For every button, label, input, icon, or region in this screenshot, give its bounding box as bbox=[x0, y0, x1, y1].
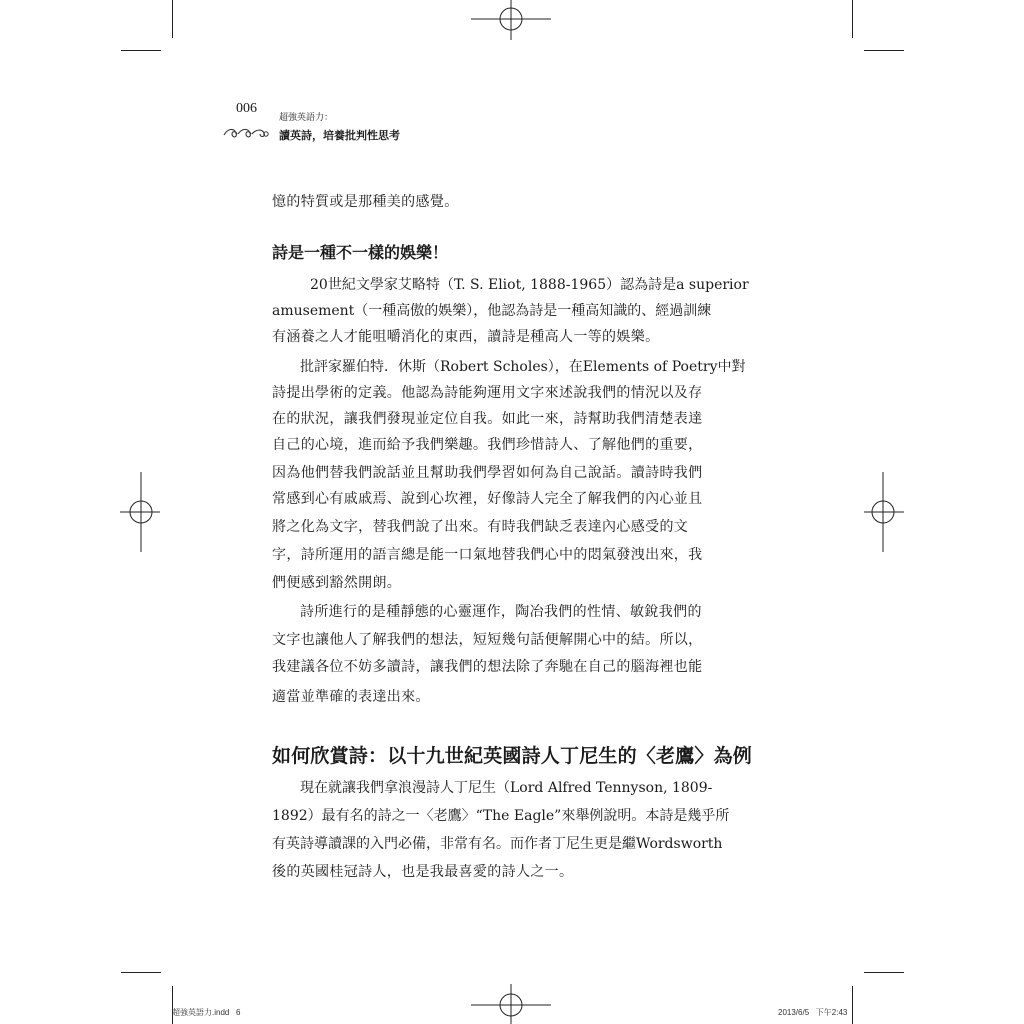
book-title: 超強英語力： bbox=[279, 113, 334, 123]
crop-mark-bl-h bbox=[121, 972, 161, 973]
registration-crosshair-icon bbox=[471, 0, 551, 40]
paragraph-line: 適當並準確的表達出來。 bbox=[272, 689, 430, 705]
paragraph-line: 有英詩導讀課的入門必備，非常有名。而作者丁尼生更是繼Wordsworth bbox=[272, 836, 723, 852]
paragraph-line: amusement（一種高傲的娛樂），他認為詩是一種高知識的、經過訓練 bbox=[272, 303, 712, 319]
registration-crosshair-icon bbox=[471, 984, 551, 1024]
crop-mark-br-v bbox=[852, 986, 853, 1024]
section-heading: 詩是一種不一樣的娛樂！ bbox=[272, 243, 449, 262]
crop-mark-tr-v bbox=[852, 0, 853, 38]
registration-crosshair-icon bbox=[864, 472, 904, 552]
crop-mark-br-h bbox=[864, 972, 904, 973]
paragraph-line: 詩所進行的是種靜態的心靈運作，陶冶我們的性情、敏銳我們的 bbox=[300, 604, 702, 620]
slug-datetime: 2013/6/5 下午2:43 bbox=[778, 1008, 848, 1017]
paragraph-line: 自己的心境，進而給予我們樂趣。我們珍惜詩人、了解他們的重要， bbox=[272, 437, 703, 453]
page-number: 006 bbox=[236, 101, 257, 116]
book-subtitle: 讀英詩，培養批判性思考 bbox=[279, 129, 400, 142]
paragraph-line: 後的英國桂冠詩人，也是我最喜愛的詩人之一。 bbox=[272, 864, 574, 880]
paragraph-line: 字，詩所運用的語言總是能一口氣地替我們心中的悶氣發洩出來，我 bbox=[272, 547, 703, 563]
crop-mark-tl-v bbox=[172, 0, 173, 38]
paragraph-line: 文字也讓他人了解我們的想法，短短幾句話便解開心中的結。所以， bbox=[272, 632, 703, 648]
paragraph-line: 詩提出學術的定義。他認為詩能夠運用文字來述說我們的情況以及存 bbox=[272, 385, 703, 401]
continuation-line: 憶的特質或是那種美的感覺。 bbox=[272, 194, 459, 210]
paragraph-line: 常感到心有戚戚焉、說到心坎裡，好像詩人完全了解我們的內心並且 bbox=[272, 491, 703, 507]
paragraph-line: 1892）最有名的詩之一〈老鷹〉“The Eagle”來舉例說明。本詩是幾乎所 bbox=[272, 808, 730, 824]
crop-mark-tr-h bbox=[864, 50, 904, 51]
slug-filename: 超強英語力.indd 6 bbox=[172, 1008, 241, 1017]
section-heading: 如何欣賞詩：以十九世紀英國詩人丁尼生的〈老鷹〉為例 bbox=[272, 745, 753, 767]
paragraph-line: 因為他們替我們說話並且幫助我們學習如何為自己說話。讀詩時我們 bbox=[272, 465, 703, 481]
paragraph-line: 們便感到豁然開朗。 bbox=[272, 575, 402, 591]
paragraph-line: 現在就讓我們拿浪漫詩人丁尼生（Lord Alfred Tennyson, 1809- bbox=[300, 780, 713, 796]
crop-mark-bl-v bbox=[172, 986, 173, 1024]
paragraph-line: 將之化為文字，替我們說了出來。有時我們缺乏表達內心感受的文 bbox=[272, 519, 689, 535]
registration-crosshair-icon bbox=[120, 472, 160, 552]
paragraph-line: 有涵養之人才能咀嚼消化的東西，讀詩是種高人一等的娛樂。 bbox=[272, 329, 660, 345]
paragraph-line: 20世紀文學家艾略特（T. S. Eliot, 1888-1965）認為詩是a superior bbox=[310, 277, 749, 293]
crop-mark-tl-h bbox=[121, 50, 161, 51]
decorative-swirl-icon bbox=[222, 125, 270, 139]
paragraph-line: 在的狀況，讓我們發現並定位自我。如此一來，詩幫助我們清楚表達 bbox=[272, 411, 703, 427]
paragraph-line: 批評家羅伯特．休斯（Robert Scholes），在Elements of Poetry中對 bbox=[300, 359, 746, 375]
paragraph-line: 我建議各位不妨多讀詩，讓我們的想法除了奔馳在自己的腦海裡也能 bbox=[272, 659, 703, 675]
